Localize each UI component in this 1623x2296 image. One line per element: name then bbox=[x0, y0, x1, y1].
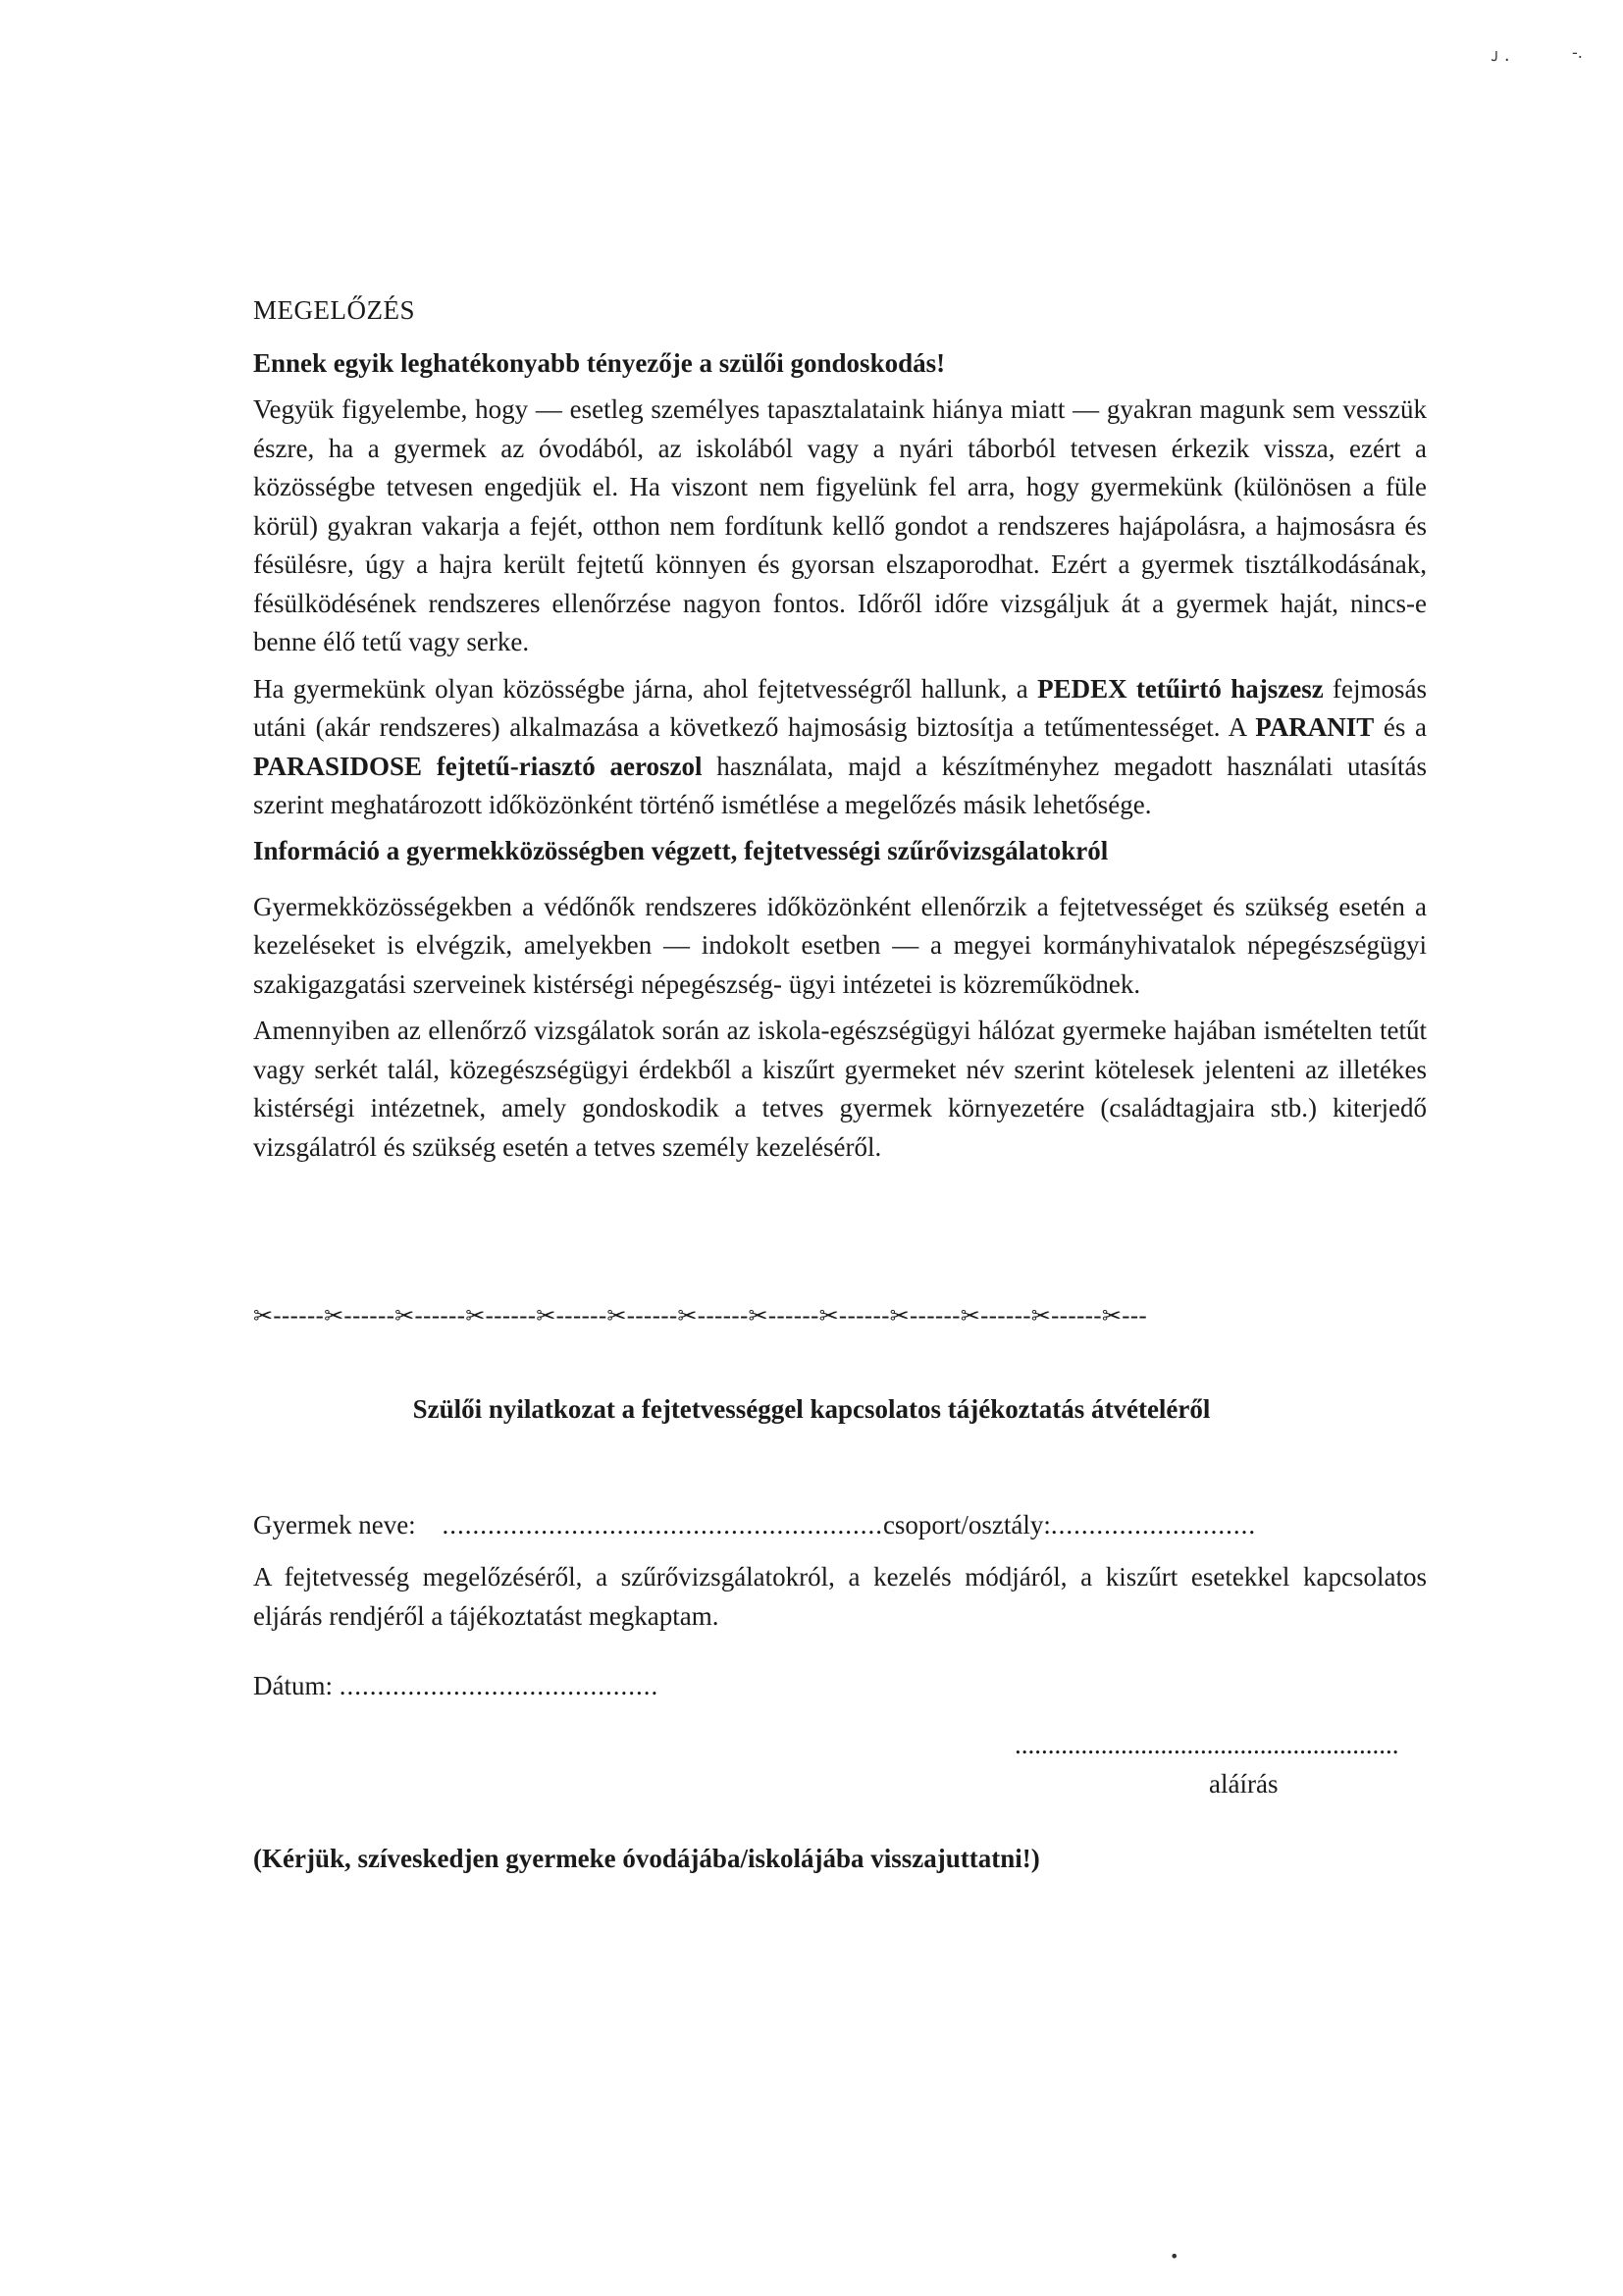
corner-scan-mark: ᴊ . bbox=[1492, 45, 1510, 66]
group-field[interactable]: ........................... bbox=[1050, 1510, 1257, 1539]
corner-scan-mark-right: -. bbox=[1572, 43, 1583, 62]
page-heading: MEGELŐZÉS bbox=[253, 295, 415, 325]
date-row bbox=[253, 1668, 658, 1703]
form-title: Szülői nyilatkozat a fejtetvességgel kapcsolatos tájékoztatás átvételéről bbox=[412, 1394, 1211, 1424]
product-name-paranit: PARANIT bbox=[1255, 712, 1375, 742]
date-label: Dátum: bbox=[253, 1671, 333, 1700]
signature-label: aláírás bbox=[1209, 1769, 1279, 1799]
document-body bbox=[253, 292, 1427, 1174]
product-name-parasidose: PARASIDOSE fejtetű-riasztó aeroszol bbox=[253, 751, 703, 781]
intro-statement: Ennek egyik leghatékonyabb tényezője a szülői gondoskodás! bbox=[253, 348, 946, 378]
closing-request: (Kérjük, szíveskedjen gyermeke óvodájába/iskolájába visszajuttatni!) bbox=[253, 1844, 1040, 1873]
paragraph-products-text-3: és a bbox=[1374, 712, 1427, 742]
product-name-pedex: PEDEX tetűirtó hajszesz bbox=[1037, 673, 1324, 704]
date-field[interactable]: .......................................... bbox=[339, 1671, 659, 1700]
paragraph-products bbox=[253, 670, 1427, 825]
stray-dot-mark: • bbox=[1170, 2247, 1179, 2266]
group-label: csoport/osztály: bbox=[882, 1510, 1051, 1539]
paragraph-products-text-1: Ha gyermekünk olyan közösségbe járna, ahol fejtetvességről hallunk, a bbox=[253, 673, 1038, 704]
paragraph-products-text-2: fejmosás utáni (akár rendszeres) alkalmazása a következő hajmosásig biztosítja a tetűmentességet. A bbox=[253, 673, 1427, 742]
paragraph-prevention: Vegyük figyelembe, hogy — esetleg személyes tapasztalataink hiánya miatt — gyakran magunk sem vesszük észre, ha a gyermek az óvodából, az iskolából vagy a nyári táborból tetvesen érkezik vissza, ezért a közösségbe tetvesen engedjük el. Ha viszont nem figyelünk fel arra, hogy gyermekünk (különösen a füle körül) gyakran vakarja a fejét, otthon nem fordítunk kellő gondot a rendszeres hajápolásra, a hajmosásra és fésülésre, úgy a hajra került fejtetű könnyen és gyorsan elszaporodhat. Ezért a gyermek tisztálkodásának, fésülködésének rendszeres ellenőrzése nagyon fontos. Időről időre vizsgáljuk át a gyermek haját, nincs-e benne élő tetű vagy serke. bbox=[253, 394, 1427, 656]
paragraph-reporting: Amennyiben az ellenőrző vizsgálatok során az iskola-egészségügyi hálózat gyermeke hajában ismételten tetűt vagy serkét talál, közegészségügyi érdekből a kiszűrt gyermeket név szerint kötelesek jelenteni az illetékes kistérségi intézetnek, amely gondoskodik a tetves gyermek környezetére (családtagjaira stb.) kiterjedő vizsgálatról és szükség esetén a tetves személy kezeléséről. bbox=[253, 1016, 1427, 1162]
child-name-label: Gyermek neve: bbox=[253, 1510, 416, 1539]
child-name-field[interactable]: .......................................................... bbox=[442, 1510, 883, 1539]
signature-field[interactable]: .......................................................... bbox=[1015, 1730, 1399, 1759]
receipt-statement: A fejtetvesség megelőzéséről, a szűrővizsgálatokról, a kezelés módjáról, a kiszűrt esetekkel kapcsolatos eljárás rendjéről a tájékoztatást megkaptam. bbox=[253, 1562, 1427, 1631]
scissors-cut-line: ✂------✂------✂------✂------✂------✂------✂------✂------✂------✂------✂------✂------✂--- bbox=[253, 1302, 1147, 1330]
child-name-row bbox=[253, 1507, 1256, 1542]
paragraph-products-text-4: használata, majd a készítményhez megadott használati utasítás szerint meghatározott időközönként történő ismétlése a megelőzés másik lehetősége. bbox=[253, 751, 1427, 819]
section-title-screening: Információ a gyermekközösségben végzett, fejtetvességi szűrővizsgálatokról bbox=[253, 835, 1109, 865]
paragraph-screening: Gyermekközösségekben a védőnők rendszeres időközönként ellenőrzik a fejtetvességet és szükség esetén a kezeléseket is elvégzik, amelyekben — indokolt esetben — a megyei kormányhivatalok népegészségügyi szakigazgatási szerveinek kistérségi népegészség- ügyi intézetei is közreműködnek. bbox=[253, 891, 1427, 999]
